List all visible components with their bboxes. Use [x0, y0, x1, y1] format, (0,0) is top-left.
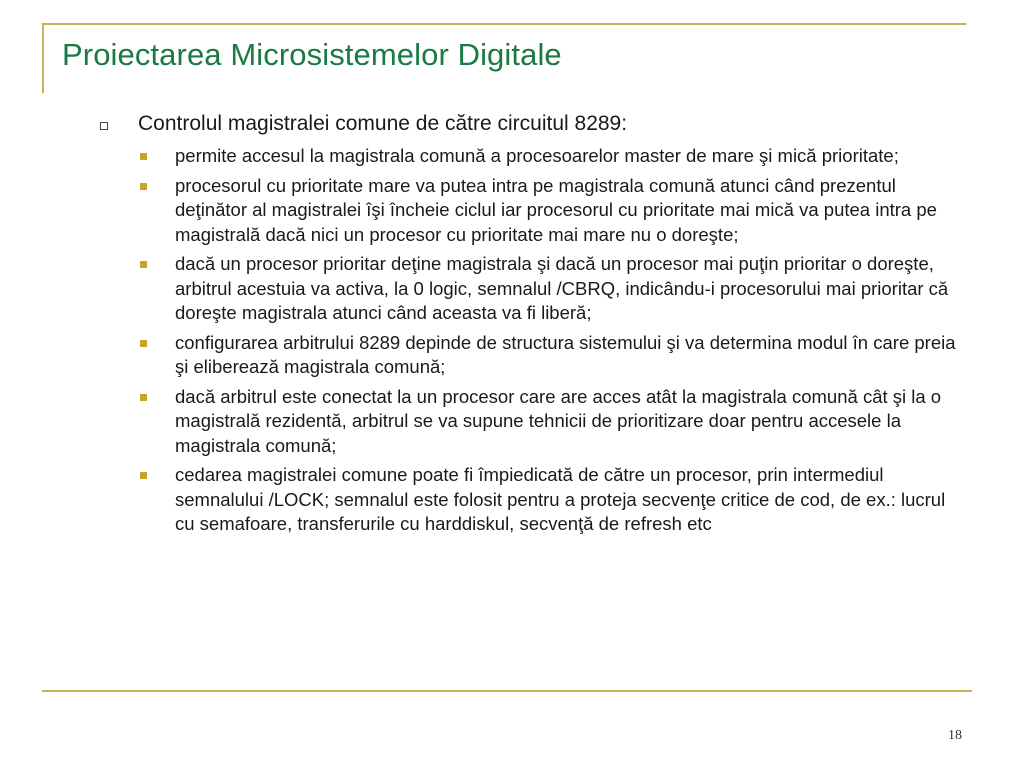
- bullet-list: [140, 144, 970, 537]
- bullet-item: [140, 331, 970, 380]
- bullet-text: procesorul cu prioritate mare va putea intra pe magistrala comună atunci când prezentul deţinător al magistralei îşi încheie ciclul iar procesorul cu prioritate mai mică va putea intra pe magistrală dacă nici un procesor cu prioritate mai mare nu o doreşte;: [175, 174, 937, 245]
- bullet-item: [140, 174, 970, 248]
- square-bullet-icon: [140, 340, 147, 347]
- slide-title: Proiectarea Microsistemelor Digitale: [62, 37, 562, 72]
- square-bullet-icon: [140, 153, 147, 160]
- page-number: 18: [948, 728, 962, 743]
- left-frame-line: [42, 23, 44, 93]
- bullet-text: permite accesul la magistrala comună a procesoarelor master de mare şi mică prioritate;: [175, 145, 899, 166]
- bullet-text: dacă un procesor prioritar deţine magistrala şi dacă un procesor mai puţin prioritar o doreşte, arbitrul acestuia va activa, la 0 logic, semnalul /CBRQ, indicându-i procesorului mai prioritar că doreşte magistrala atunci când aceasta va fi liberă;: [175, 253, 949, 323]
- bottom-frame-line: [42, 690, 972, 692]
- square-bullet-icon: [140, 183, 147, 190]
- top-frame-line: [42, 23, 966, 25]
- bullet-text: configurarea arbitrului 8289 depinde de structura sistemului şi va determina modul în care preia şi eliberează magistrala comună;: [175, 331, 956, 377]
- bullet-text: dacă arbitrul este conectat la un procesor care are acces atât la magistrala comună cât şi la o magistrală rezidentă, arbitrul se va supune tehnicii de prioritizare doar pentru accesele la magistrala comună;: [175, 385, 942, 456]
- bullet-text: cedarea magistralei comune poate fi împiedicată de către un procesor, prin intermediul semnalului /LOCK; semnalul este folosit pentru a proteja secvenţe critice de cod, de ex.: lucrul cu semafoare, transferurile cu harddiskul, secvenţă de refresh etc: [175, 464, 946, 534]
- square-bullet-icon: [140, 394, 147, 401]
- hollow-square-bullet-icon: [100, 122, 110, 132]
- bullet-item: [140, 463, 970, 537]
- bullet-item: [140, 385, 970, 459]
- square-bullet-icon: [140, 261, 147, 268]
- bullet-item: [140, 144, 970, 169]
- main-point: [100, 110, 970, 138]
- bullet-item: [140, 252, 970, 326]
- square-bullet-icon: [140, 472, 147, 479]
- slide-content: [100, 110, 970, 542]
- main-point-text: Controlul magistralei comune de către circuitul 8289:: [138, 112, 628, 135]
